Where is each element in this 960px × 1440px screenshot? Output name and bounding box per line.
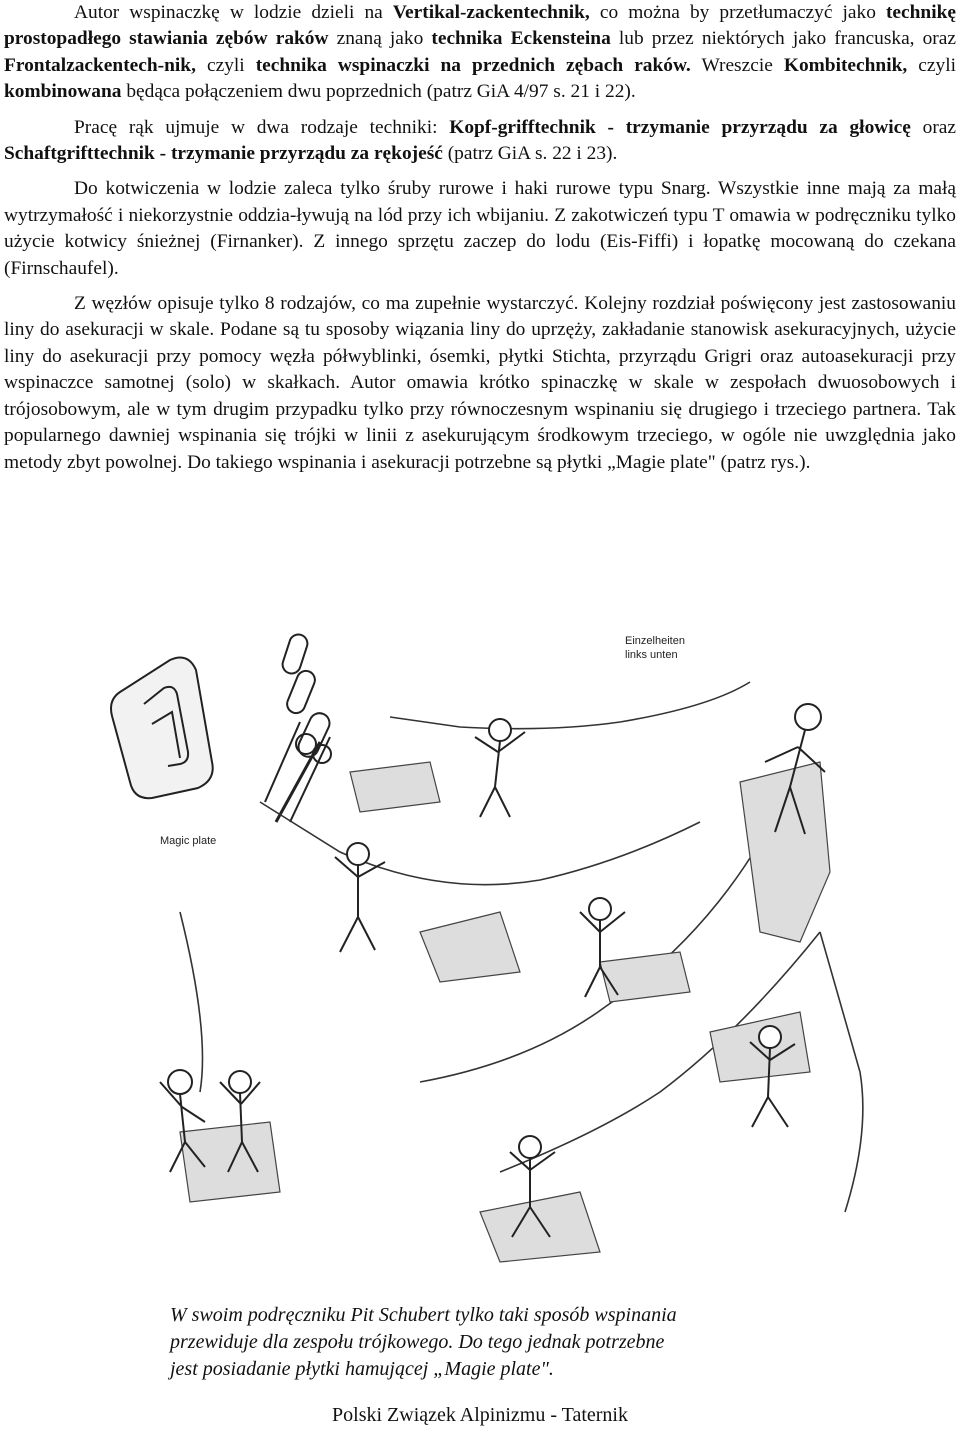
paragraph-ice-techniques [4, 0, 956, 106]
caption-line-3: jest posiadanie płytki hamującej „Magie plate". [170, 1358, 554, 1380]
text-run: (patrz GiA s. 22 i 23). [442, 143, 618, 165]
text-run: Wreszcie [690, 54, 784, 76]
article-body [4, 0, 956, 485]
text-run: Autor wspinaczkę w lodzie dzieli na [74, 2, 393, 23]
paragraph-ice-anchors [4, 176, 956, 282]
page-footer: Polski Związek Alpinizmu - Taternik [332, 1404, 628, 1426]
text-run: będąca połączeniem dwu poprzednich (patrz GiA 4/97 s. 21 i 22). [121, 81, 636, 103]
paragraph-hand-techniques [4, 115, 956, 168]
text-run: oraz [910, 116, 957, 138]
bold-term: Kopf-grifftechnik - trzymanie przyrządu za głowicę [449, 116, 911, 138]
bold-term: kombinowana [4, 81, 122, 103]
figure-caption [170, 1302, 810, 1383]
climbing-team-illustration [100, 612, 960, 1302]
text-run: czyli [907, 54, 956, 76]
detail-label-line1: Einzelheiten [625, 635, 685, 647]
caption-line-2: przewiduje dla zespołu trójkowego. Do tego jednak potrzebne [170, 1331, 665, 1353]
chain-link-detail [265, 632, 333, 822]
text-run: czyli [195, 54, 256, 76]
paragraph-knots-and-belay [4, 291, 956, 476]
bold-term: Vertikal-zackentechnik, [392, 2, 590, 23]
caption-line-1: W swoim podręczniku Pit Schubert tylko taki sposób wspinania [170, 1304, 677, 1326]
climber-upper-middle [475, 719, 525, 817]
text-run: lub przez niektórych jako francuska, oraz [610, 28, 956, 50]
magic-plate-label: Magic plate [160, 835, 217, 847]
text-run: co można by przetłumaczyć jako [589, 2, 886, 23]
detail-label-line2: links unten [625, 649, 678, 661]
bold-term: Schaftgrifttechnik - trzymanie przyrządu za rękojeść [4, 143, 443, 165]
bold-term: technika wspinaczki na przednich zębach raków. [255, 54, 691, 76]
bold-term: Kombitechnik, [783, 54, 908, 76]
bold-term: technikę prostopadłego stawiania zębów raków [4, 2, 956, 50]
text-run: Do kotwiczenia w lodzie zaleca tylko śruby rurowe i haki rurowe typu Snarg. Wszystkie inne mają za małą wytrzymałość i niekorzystnie oddzia-ływują na lód przy ich wbijaniu. Z zakotwiczeń typu T omawia w podręczniku tylko użycie kotwicy śnieżnej (Firnanker). Z innego sprzętu zaczep do lodu (Eis-Fiffi) i łopatkę mocowaną do czekana (Firnschaufel). [4, 178, 956, 279]
text-run: Z węzłów opisuje tylko 8 rodzajów, co ma zupełnie wystarczyć. Kolejny rozdział poświęcony jest zastosowaniu liny do asekuracji w skale. Podane są tu sposoby wiązania liny do uprzęży, zakładanie stanowisk asekuracyjnych, użycie liny do asekuracji przy pomocy węzła półwyblinki, ósemki, płytki Stichta, przyrządu Grigri oraz autoasekuracji przy wspinaczce samotnej (solo) w skałkach. Autor omawia krótko spinaczkę w skale w zespołach dwuosobowych i trójosobowym, ale w tym drugim przypadku tylko przy równoczesnym wspinaniu się drugiego i trzeciego partnera. Tak popularnego dawniej wspinania się trójki w linii z asekurującym środkowym trzeciego, w ogóle nie uwzględnia jako metody zbyt powolnej. Do takiego wspinania i asekuracji potrzebne są płytki „Magie plate" (patrz rys.). [4, 293, 956, 473]
climber-middle-left [335, 843, 385, 952]
magic-plate-drawing [111, 658, 213, 799]
text-run: znaną jako [328, 28, 432, 50]
illustration-drawing [100, 612, 960, 1302]
bold-term: Frontalzackentech-nik, [4, 54, 196, 76]
text-run: Pracę rąk ujmuje w dwa rodzaje techniki: [74, 116, 450, 138]
bold-term: technika Eckensteina [431, 28, 611, 50]
